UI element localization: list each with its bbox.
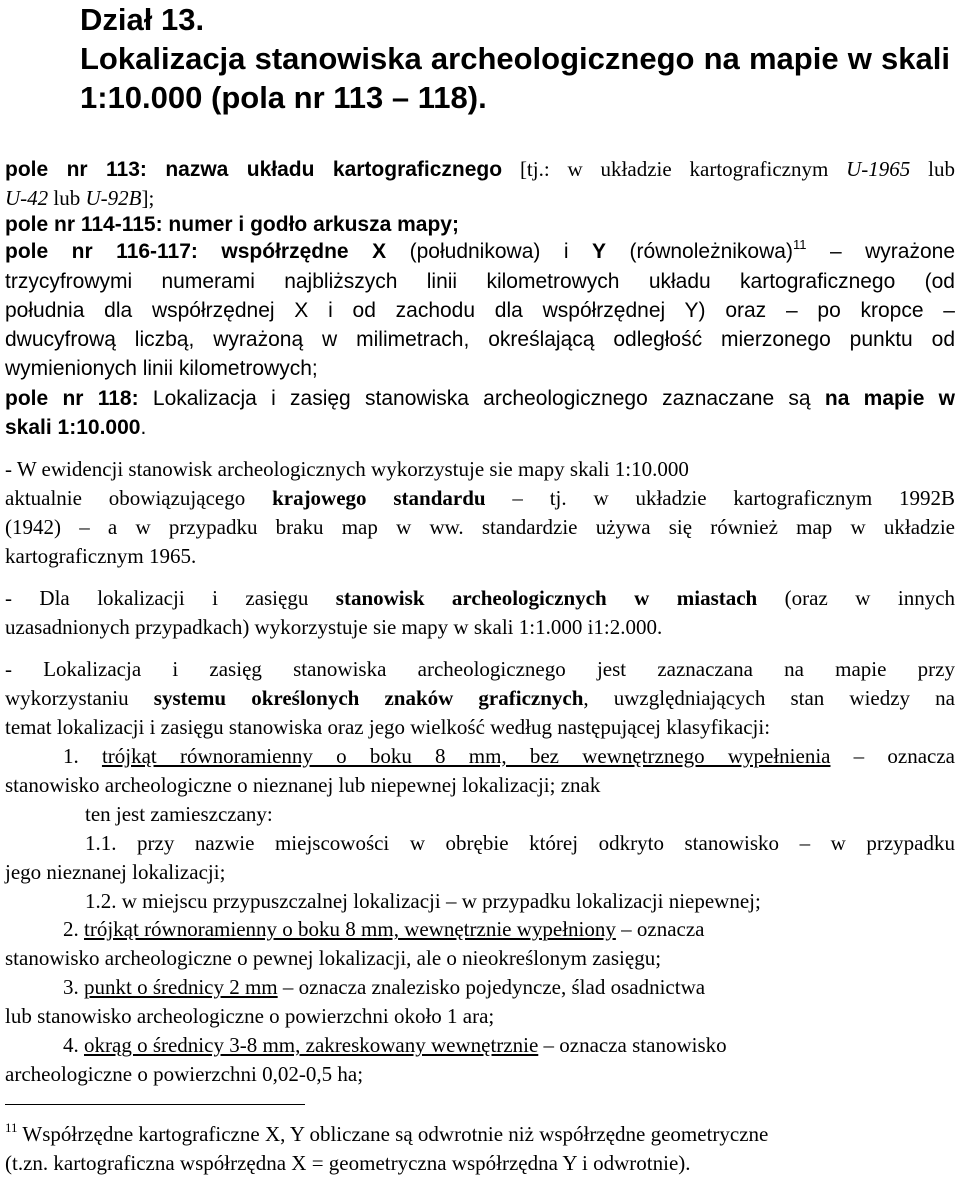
field-116-line-2: trzycyfrowymi numerami najbliższych linii kilometrowych układu kartograficznego (od: [5, 270, 955, 293]
list-item-1-2-line-1: 1.2. w miejscu przypuszczalnej lokalizacji – w przypadku lokalizacji niepewnej;: [85, 889, 761, 913]
field-113-line-1: pole nr 113: nazwa układu kartograficznego [tj.: w układzie kartograficznym U-1965 lub: [5, 157, 955, 181]
field-116-line-5: wymienionych linii kilometrowych;: [5, 357, 318, 380]
section-heading: [80, 0, 950, 117]
field-118-line-1: pole nr 118: Lokalizacja i zasięg stanowiska archeologicznego zaznaczane są na mapie w: [5, 387, 955, 410]
list-item-4-line-2: archeologiczne o powierzchni 0,02-0,5 ha;: [5, 1062, 364, 1086]
field-116-line-3: południa dla współrzędnej X i od zachodu dla współrzędnej Y) oraz – po kropce –: [5, 299, 955, 322]
heading-line-1: Dział 13.: [80, 2, 205, 37]
footnote-ref: 11: [792, 237, 807, 252]
list-item-1-line-1: 1. trójkąt równoramienny o boku 8 mm, bez wewnętrznego wypełnienia – oznacza: [63, 744, 955, 768]
footnote-separator: [5, 1104, 305, 1105]
para-2-line-1: - Dla lokalizacji i zasięgu stanowisk archeologicznych w miastach (oraz w innych: [5, 586, 956, 610]
footnote-line-2: (t.zn. kartograficzna współrzędna X = geometryczna współrzędna Y i odwrotnie).: [5, 1151, 691, 1175]
list-item-3-line-2: lub stanowisko archeologiczne o powierzchni około 1 ara;: [5, 1004, 495, 1028]
para-1-line-4: kartograficznym 1965.: [5, 544, 197, 568]
field-114-line: pole nr 114-115: numer i godło arkusza mapy;: [5, 213, 459, 236]
para-1-line-3: (1942) – a w przypadku braku map w ww. standardzie używa się również map w układzie: [5, 515, 955, 539]
para-1-line-2: aktualnie obowiązującego krajowego standardu – tj. w układzie kartograficznym 1992B: [5, 486, 956, 510]
field-116-line-1: pole nr 116-117: współrzędne X (południkowa) i Y (równoleżnikowa)$^{11}$ – wyrażone: [5, 237, 956, 263]
heading-line-2: Lokalizacja stanowiska archeologicznego na mapie w skali: [80, 41, 950, 76]
para-2-line-2: uzasadnionych przypadkach) wykorzystuje sie mapy w skali 1:1.000 i1:2.000.: [5, 615, 663, 639]
list-item-1-1-line-1: 1.1. przy nazwie miejscowości w obrębie której odkryto stanowisko – w przypadku: [85, 831, 955, 855]
list-item-1-1-line-2: jego nieznanej lokalizacji;: [5, 860, 226, 884]
footnote-line-1: $^{11}$ Współrzędne kartograficzne X, Y obliczane są odwrotnie niż współrzędne geometryczne: [5, 1120, 769, 1146]
heading-line-3: 1:10.000 (pola nr 113 – 118).: [80, 80, 487, 115]
para-3-line-3: temat lokalizacji i zasięgu stanowiska oraz jego wielkość według następującej klasyfikacji:: [5, 715, 771, 739]
footnote-mark: 11: [5, 1120, 18, 1135]
para-1-line-1: - W ewidencji stanowisk archeologicznych wykorzystuje sie mapy skali 1:10.000: [5, 457, 689, 481]
para-3-line-1: - Lokalizacja i zasięg stanowiska archeologicznego jest zaznaczana na mapie przy: [5, 657, 955, 681]
list-item-1-line-2: stanowisko archeologiczne o nieznanej lub niepewnej lokalizacji; znak: [5, 773, 601, 797]
field-116-line-4: dwucyfrową liczbą, wyrażoną w milimetrach, określającą odległość mierzonego punktu od: [5, 328, 955, 351]
field-113-label: pole nr 113: nazwa układu kartograficznego: [5, 158, 503, 181]
list-item-2-line-1: 2. trójkąt równoramienny o boku 8 mm, wewnętrznie wypełniony – oznacza: [63, 917, 705, 941]
list-item-2-line-2: stanowisko archeologiczne o pewnej lokalizacji, ale o nieokreślonym zasięgu;: [5, 946, 662, 970]
field-118-line-2: skali 1:10.000.: [5, 416, 147, 439]
para-3-line-2: wykorzystaniu systemu określonych znaków graficznych, uwzględniających stan wiedzy na: [5, 686, 955, 710]
field-113-line-2: U-42 lub U-92B];: [5, 186, 155, 210]
list-item-4-line-1: 4. okrąg o średnicy 3-8 mm, zakreskowany wewnętrznie – oznacza stanowisko: [63, 1033, 727, 1057]
list-item-3-line-1: 3. punkt o średnicy 2 mm – oznacza znalezisko pojedyncze, ślad osadnictwa: [63, 975, 706, 999]
list-item-1-line-3: ten jest zamieszczany:: [85, 802, 273, 826]
field-116-label: pole nr 116-117: współrzędne X: [5, 240, 387, 263]
field-118-label: pole nr 118:: [5, 387, 139, 410]
